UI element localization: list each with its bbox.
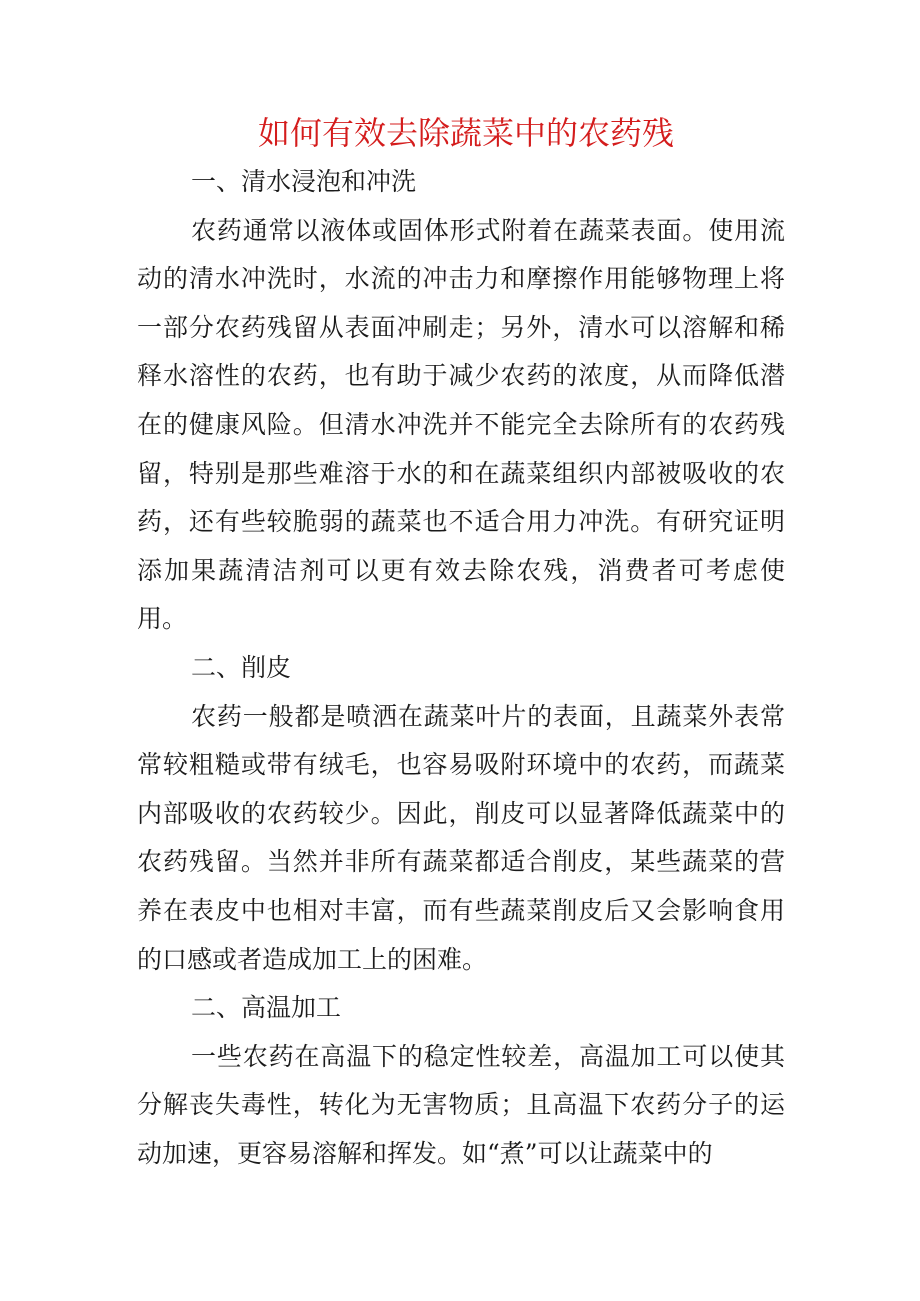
document-body: [137, 108, 785, 1178]
section-heading-rinse: 一、清水浸泡和冲洗: [191, 167, 417, 196]
section-paragraph-heat: 一些农药在高温下的稳定性较差，高温加工可以使其分解丧失毒性，转化为无害物质；且高温下农药分子的运动加速，更容易溶解和挥发。如“煮”可以让蔬菜中的: [137, 1041, 785, 1168]
section-heading-heat: 二、高温加工: [191, 993, 342, 1023]
document-title: 如何有效去除蔬菜中的农药残: [257, 114, 674, 152]
section-paragraph-rinse: 农药通常以液体或固体形式附着在蔬菜表面。使用流动的清水冲洗时，水流的冲击力和摩擦作用能够物理上将一部分农药残留从表面冲刷走；另外，清水可以溶解和稀释水溶性的农药，也有助于减少农药的浓度，从而降低潜在的健康风险。但清水冲洗并不能完全去除所有的农药残留，特别是那些难溶于水的和在蔬菜组织内部被吸收的农药，还有些较脆弱的蔬菜也不适合用力冲洗。有研究证明添加果蔬清洁剂可以更有效去除农残，消费者可考虑使用。: [137, 215, 785, 634]
section-paragraph-peel: 农药一般都是喷洒在蔬菜叶片的表面，且蔬菜外表常常较粗糙或带有绒毛，也容易吸附环境中的农药，而蔬菜内部吸收的农药较少。因此，削皮可以显著降低蔬菜中的农药残留。当然并非所有蔬菜都适合削皮，某些蔬菜的营养在表皮中也相对丰富，而有些蔬菜削皮后又会影响食用的口感或者造成加工上的困难。: [137, 701, 785, 974]
section-heading-peel: 二、削皮: [191, 652, 292, 682]
